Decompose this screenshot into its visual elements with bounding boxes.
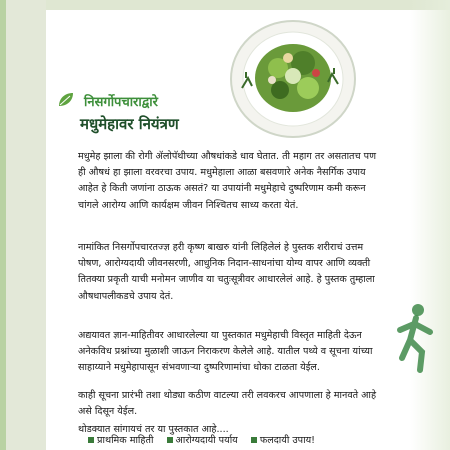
runner-illustration bbox=[380, 300, 450, 380]
bullet-item: प्राथमिक माहिती bbox=[88, 435, 153, 446]
paragraph-1: मधुमेह झाला की रोगी ॲलोपॅथीच्या औषधांकडे धाव घेतात. ती महाग तर असतातच पण ही औषधं हा झाला वरवरचा उपाय. मधुमेहाला आळा बसवणारे अनेक नैसर्गिक उपाय आहेत हे किती जणांना ठाऊक असतं? या उपायांनी मधुमेहाचे दुष्परिणाम कमी करून चांगले आरोग्य आणि कार्यक्षम जीवन निश्चितच साध्य करता येतं. bbox=[78, 151, 377, 211]
paragraph-5: थोडक्यात सांगायचं तर या पुस्तकात आहे.... bbox=[78, 424, 229, 435]
left-background-band bbox=[0, 0, 46, 450]
top-background-band bbox=[46, 0, 450, 10]
paragraph-2: नामांकित निसर्गोपचारतज्ज्ञ हरी कृष्ण बाखरु यांनी लिहिलेलं हे पुस्तक शरीराचं उत्तम पोषण, आरोग्यदायी जीवनसरणी, आधुनिक निदान-साधनांचा योग्य वापर आणि व्यक्ती तितक्या प्रकृती याची मनोमन जाणीव या चतुःसूत्रीवर आधारलेलं आहे. हे पुस्तक तुम्हाला औषधापलीकडचे उपाय देतं. bbox=[78, 242, 375, 302]
bullet-item: आरोग्यदायी पर्याय bbox=[167, 435, 238, 446]
bullet-list bbox=[88, 433, 418, 449]
paragraph-4: काही सूचना प्रारंभी तशा थोड्या कठीण वाटल्या तरी लवकरच आपणाला हे मानवते आहे असे दिसून येईल. bbox=[78, 390, 377, 418]
leaf-icon bbox=[57, 92, 75, 108]
left-green-strip bbox=[0, 0, 6, 450]
bullet-item: फलदायी उपाय! bbox=[251, 435, 315, 446]
title-line-1: निसर्गोपचाराद्वारे bbox=[84, 95, 158, 110]
right-fade bbox=[410, 0, 450, 450]
title-line-2: मधुमेहावर नियंत्रण bbox=[80, 115, 179, 133]
paragraph-3: अद्ययावत ज्ञान-माहितीवर आधारलेल्या या पुस्तकात मधुमेहाची विस्तृत माहिती देऊन अनेकविध प्रश्नांच्या मुळाशी जाऊन निराकरण केलेले आहे. यातील पथ्ये व सूचना यांच्या साहाय्याने मधुमेहापासून संभवणाऱ्या दुष्परिणामांचा धोका टाळता येईल. bbox=[78, 330, 373, 374]
salad-plate-illustration bbox=[228, 18, 358, 140]
